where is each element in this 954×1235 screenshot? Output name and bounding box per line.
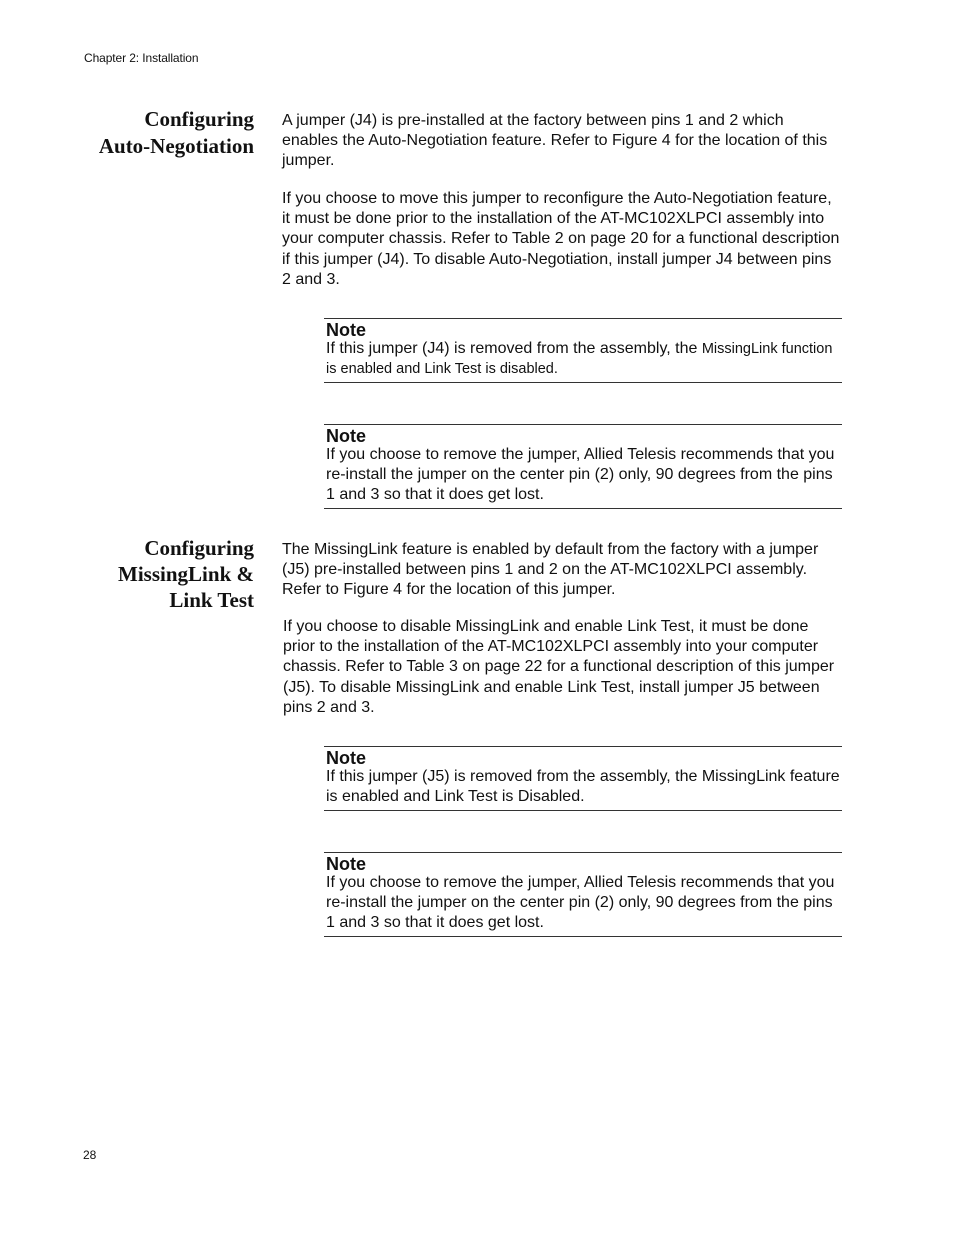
note-box xyxy=(324,852,842,937)
heading-line: Configuring xyxy=(144,107,254,131)
note-title: Note xyxy=(326,854,366,874)
auto-negotiation-paragraph-1: A jumper (J4) is pre-installed at the factory between pins 1 and 2 which enables the Auto-Negotiation feature. Refer to Figure 4 for the location of this jumper. xyxy=(282,112,828,170)
section-heading-missinglink xyxy=(118,535,254,613)
heading-line: Configuring xyxy=(144,536,254,560)
auto-negotiation-paragraph-2: If you choose to move this jumper to reconfigure the Auto-Negotiation feature, it must be done prior to the installation of the AT-MC102XLPCI assembly into your computer chassis. Refer to Table 2 on page 20 for a functional description if this jumper (J4). To disable Auto-Negotiation, install jumper J4 between pins 2 and 3. xyxy=(282,190,840,288)
heading-line: MissingLink & xyxy=(118,562,254,586)
note-text: If you choose to remove the jumper, Allied Telesis recommends that you re-install the jumper on the center pin (2) only, 90 degrees from the pins 1 and 3 so that it does get lost. xyxy=(326,446,835,504)
heading-line: Link Test xyxy=(169,588,254,612)
note-text-part: MissingLink function is enabled and Link Test is disabled. xyxy=(326,341,833,378)
note-title: Note xyxy=(326,748,366,768)
running-head: Chapter 2: Installation xyxy=(84,51,199,65)
heading-line: Auto-Negotiation xyxy=(98,134,254,158)
note-text xyxy=(324,339,842,379)
page-number: 28 xyxy=(83,1148,97,1162)
note-text: If you choose to remove the jumper, Allied Telesis recommends that you re-install the jumper on the center pin (2) only, 90 degrees from the pins 1 and 3 so that it does get lost. xyxy=(326,874,835,932)
note-text-part: If this jumper (J4) is removed from the assembly, the xyxy=(326,340,702,357)
note-box xyxy=(324,424,842,509)
note-box xyxy=(324,746,842,811)
missinglink-paragraph-2: If you choose to disable MissingLink and enable Link Test, it must be done prior to the installation of the AT-MC102XLPCI assembly into your computer chassis. Refer to Table 3 on page 22 for a functional description of this jumper (J5). To disable MissingLink and enable Link Test, install jumper J5 between pins 2 and 3. xyxy=(283,618,835,716)
note-title: Note xyxy=(326,426,366,446)
note-title: Note xyxy=(326,320,366,340)
note-text: If this jumper (J5) is removed from the assembly, the MissingLink feature is enabled and Link Test is Disabled. xyxy=(326,768,840,806)
note-box xyxy=(324,318,842,383)
missinglink-paragraph-1: The MissingLink feature is enabled by default from the factory with a jumper (J5) pre-installed between pins 1 and 2 on the AT-MC102XLPCI assembly. Refer to Figure 4 for the location of this jumper. xyxy=(282,541,819,599)
section-heading-auto-negotiation xyxy=(99,106,254,160)
